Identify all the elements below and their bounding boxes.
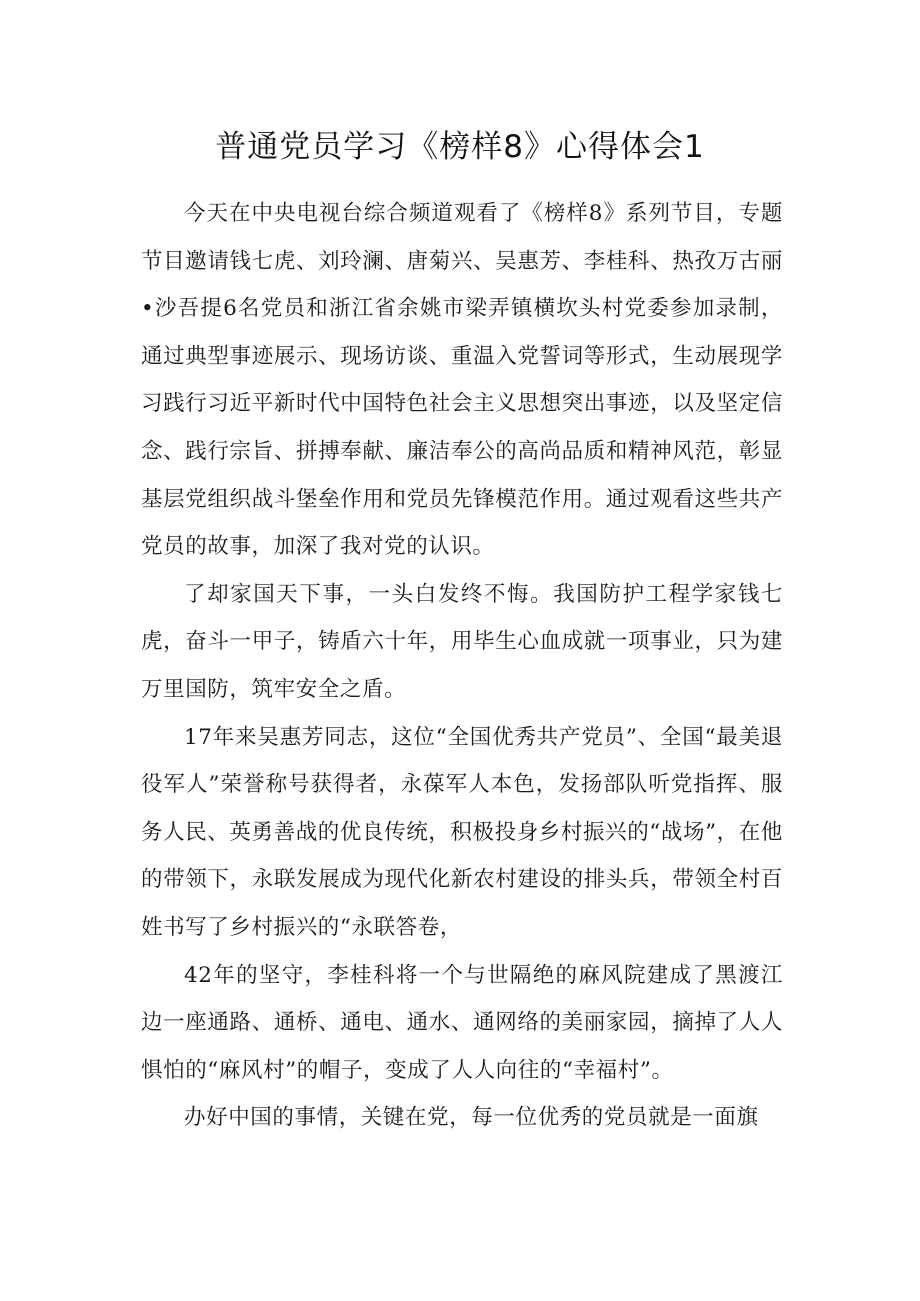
paragraph: 42年的坚守，李桂科将一个与世隔绝的麻风院建成了黑渡江边一座通路、通桥、通电、通水、通网络的美丽家园，摘掉了人人惧怕的“麻风村”的帽子，变成了人人向往的“幸福村”。 [141,962,783,1083]
paragraph: 17年来吴惠芳同志，这位“全国优秀共产党员”、全国“最美退役军人”荣誉称号获得者，永葆军人本色，发扬部队听党指挥、服务人民、英勇善战的优良传统，积极投身乡村振兴的“战场”，在他的带领下，永联发展成为现代化新农村建设的排头兵，带领全村百姓书写了乡村振兴的“永联答卷， [141,724,783,940]
document-title: 普通党员学习《榜样8》心得体会1 [215,129,705,165]
document-body [141,190,783,1142]
paragraph: 办好中国的事情，关键在党，每一位优秀的党员就是一面旗 [184,1105,759,1131]
paragraph: 了却家国天下事，一头白发终不悔。我国防护工程学家钱七虎，奋斗一甲子，铸盾六十年，用毕生心血成就一项事业，只为建万里国防，筑牢安全之盾。 [141,581,783,702]
paragraph: 今天在中央电视台综合频道观看了《榜样8》系列节目，专题节目邀请钱七虎、刘玲澜、唐菊兴、吴惠芳、李桂科、热孜万古丽•沙吾提6名党员和浙江省余姚市梁弄镇横坎头村党委参加录制，通过典型事迹展示、现场访谈、重温入党誓词等形式，生动展现学习践行习近平新时代中国特色社会主义思想突出事迹，以及坚定信念、践行宗旨、拼搏奉献、廉洁奉公的高尚品质和精神风范，彰显基层党组织战斗堡垒作用和党员先锋模范作用。通过观看这些共产党员的故事，加深了我对党的认识。 [141,201,783,560]
